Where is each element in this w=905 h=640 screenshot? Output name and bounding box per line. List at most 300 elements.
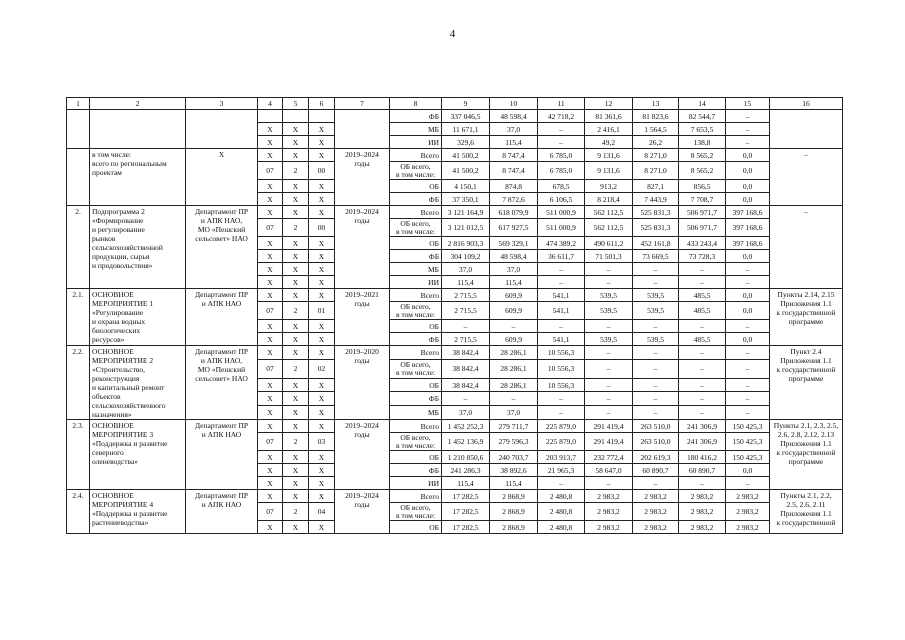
cell-code-c: Х: [309, 250, 335, 263]
cell-source: ФБ: [390, 333, 442, 346]
cell-y2023: 856,5: [679, 180, 726, 193]
cell-y2020: –: [538, 263, 585, 276]
cell-code-c: Х: [309, 451, 335, 464]
cell-y2024: –: [726, 346, 770, 360]
cell-y2019: 2 868,9: [490, 490, 538, 503]
cell-total: 2 715,5: [442, 302, 490, 320]
cell-y2019: 37,0: [490, 406, 538, 420]
cell-y2021: 291 419,4: [585, 420, 633, 433]
cell-code-a: Х: [258, 392, 283, 406]
cell-source: ФБ: [390, 392, 442, 406]
cell-y2019: 279 711,7: [490, 420, 538, 433]
cell-y2024: –: [726, 276, 770, 289]
cell-y2023: 2 983,2: [679, 490, 726, 503]
cell-y2024: 397 168,6: [726, 237, 770, 250]
cell-y2021: 562 112,5: [585, 206, 633, 219]
cell-name: в том числе: всего по региональным проектам: [90, 149, 186, 206]
cell-total: 1 452 252,3: [442, 420, 490, 433]
cell-y2024: 0,0: [726, 464, 770, 477]
cell-total: 115,4: [442, 477, 490, 490]
cell-code-a: Х: [258, 193, 283, 206]
cell-code-b: Х: [283, 420, 309, 433]
cell-code-c: 02: [309, 359, 335, 378]
cell-y2022: 2 983,2: [633, 503, 679, 521]
cell-y2024: 2 983,2: [726, 521, 770, 534]
cell-y2022: 8 271,0: [633, 162, 679, 180]
cell-y2020: 2 480,8: [538, 490, 585, 503]
cell-total: 241 286,3: [442, 464, 490, 477]
cell-y2022: 73 669,5: [633, 250, 679, 263]
cell-y2023: 180 416,2: [679, 451, 726, 464]
cell-y2019: –: [490, 392, 538, 406]
header-cell-name: 2: [90, 98, 186, 110]
cell-code-c: Х: [309, 521, 335, 534]
cell-code-c: Х: [309, 123, 335, 136]
cell-total: 304 109,2: [442, 250, 490, 263]
cell-y2021: 232 772,4: [585, 451, 633, 464]
cell-y2021: 2 983,2: [585, 521, 633, 534]
cell-y2019: 609,9: [490, 302, 538, 320]
cell-total: 3 121 012,5: [442, 219, 490, 237]
table-row: [67, 420, 843, 433]
cell-notes: Пункты 2.1, 2.3, 2.5, 2.6, 2.8, 2.12, 2.13 Приложения 1.1 к государственной программе: [770, 420, 843, 490]
cell-y2023: 485,5: [679, 302, 726, 320]
cell-y2020: 541,1: [538, 289, 585, 302]
cell-y2021: 71 501,3: [585, 250, 633, 263]
cell-source: ОБ всего, в том числе:: [390, 359, 442, 378]
cell-y2024: 150 425,3: [726, 451, 770, 464]
cell-y2021: –: [585, 320, 633, 333]
cell-y2019: 48 598,4: [490, 110, 538, 123]
cell-code-c: Х: [309, 420, 335, 433]
cell-code-a: Х: [258, 464, 283, 477]
cell-y2020: –: [538, 406, 585, 420]
cell-code-b: Х: [283, 346, 309, 360]
cell-total: 11 671,1: [442, 123, 490, 136]
cell-y2021: 9 131,6: [585, 162, 633, 180]
cell-y2021: 2 983,2: [585, 490, 633, 503]
cell-code-b: Х: [283, 206, 309, 219]
cell-code-a: Х: [258, 206, 283, 219]
cell-y2023: –: [679, 378, 726, 392]
cell-y2022: –: [633, 406, 679, 420]
cell-source: МБ: [390, 123, 442, 136]
cell-total: 115,4: [442, 276, 490, 289]
cell-source: ОБ: [390, 320, 442, 333]
table-row: [67, 490, 843, 503]
cell-total: 17 282,5: [442, 521, 490, 534]
cell-y2020: 225 879,0: [538, 420, 585, 433]
cell-y2022: 539,5: [633, 302, 679, 320]
cell-y2020: 36 611,7: [538, 250, 585, 263]
cell-total: 1 210 850,6: [442, 451, 490, 464]
cell-code-b: Х: [283, 406, 309, 420]
cell-y2022: 26,2: [633, 136, 679, 149]
header-cell-y2021: 12: [585, 98, 633, 110]
cell-y2022: 60 890,7: [633, 464, 679, 477]
header-cell-y2023: 14: [679, 98, 726, 110]
cell-total: 329,6: [442, 136, 490, 149]
cell-code-c: Х: [309, 206, 335, 219]
cell-code-b: Х: [283, 464, 309, 477]
cell-y2024: –: [726, 263, 770, 276]
cell-total: 2 715,5: [442, 289, 490, 302]
cell-code-b: 2: [283, 219, 309, 237]
cell-y2023: 241 306,9: [679, 433, 726, 451]
table-row: [67, 206, 843, 219]
cell-code-b: 2: [283, 359, 309, 378]
cell-code-c: 00: [309, 219, 335, 237]
cell-period: 2019–2021 годы: [335, 289, 390, 346]
cell-y2022: 2 983,2: [633, 521, 679, 534]
cell-code-c: Х: [309, 378, 335, 392]
cell-y2020: –: [538, 477, 585, 490]
cell-y2024: 2 983,2: [726, 490, 770, 503]
cell-y2020: 10 556,3: [538, 378, 585, 392]
cell-code-b: Х: [283, 378, 309, 392]
cell-y2022: –: [633, 320, 679, 333]
cell-y2019: 37,0: [490, 123, 538, 136]
cell-y2019: 874,8: [490, 180, 538, 193]
cell-code-c: Х: [309, 346, 335, 360]
cell-code-b: Х: [283, 477, 309, 490]
cell-y2024: 150 425,3: [726, 420, 770, 433]
cell-y2023: –: [679, 359, 726, 378]
cell-y2021: 539,5: [585, 302, 633, 320]
cell-code-a: Х: [258, 451, 283, 464]
cell-y2020: –: [538, 320, 585, 333]
cell-total: 41 500,2: [442, 162, 490, 180]
cell-y2023: 82 544,7: [679, 110, 726, 123]
cell-executor: Х: [186, 149, 258, 206]
cell-source: ИИ: [390, 136, 442, 149]
cell-y2024: –: [726, 378, 770, 392]
cell-y2023: 485,5: [679, 289, 726, 302]
cell-code-b: 2: [283, 433, 309, 451]
header-cell-code-c: 6: [309, 98, 335, 110]
cell-code-a: [258, 110, 283, 123]
cell-y2023: 8 565,2: [679, 162, 726, 180]
cell-code-a: Х: [258, 136, 283, 149]
cell-source: ФБ: [390, 110, 442, 123]
header-cell-code-a: 4: [258, 98, 283, 110]
cell-y2024: 150 425,3: [726, 433, 770, 451]
cell-code-a: Х: [258, 420, 283, 433]
cell-y2023: 506 971,7: [679, 219, 726, 237]
cell-code-c: Х: [309, 320, 335, 333]
cell-y2023: –: [679, 263, 726, 276]
cell-source: ОБ всего, в том числе:: [390, 162, 442, 180]
cell-source: ОБ всего, в том числе:: [390, 302, 442, 320]
cell-y2024: 0,0: [726, 289, 770, 302]
cell-y2024: –: [726, 320, 770, 333]
cell-y2024: 0,0: [726, 149, 770, 162]
cell-y2022: 452 161,8: [633, 237, 679, 250]
cell-name: ОСНОВНОЕ МЕРОПРИЯТИЕ 2 «Строительство, реконструкция и капитальный ремонт объектов сельскохозяйственного назначения»: [90, 346, 186, 420]
cell-code-c: Х: [309, 136, 335, 149]
header-cell-executor: 3: [186, 98, 258, 110]
cell-executor: Департамент ПР и АПК НАО: [186, 420, 258, 490]
cell-period: 2019–2024 годы: [335, 420, 390, 490]
cell-y2022: 2 983,2: [633, 490, 679, 503]
cell-period: [335, 110, 390, 149]
cell-y2020: 42 718,2: [538, 110, 585, 123]
cell-y2023: 138,8: [679, 136, 726, 149]
budget-table: [66, 97, 843, 534]
cell-y2021: 2 983,2: [585, 503, 633, 521]
cell-y2020: 2 480,8: [538, 503, 585, 521]
cell-total: 17 282,5: [442, 490, 490, 503]
cell-y2024: –: [726, 406, 770, 420]
cell-source: МБ: [390, 263, 442, 276]
cell-y2024: 0,0: [726, 162, 770, 180]
cell-y2024: 397 168,6: [726, 206, 770, 219]
cell-code-a: Х: [258, 123, 283, 136]
cell-source: ИИ: [390, 477, 442, 490]
page-number: 4: [449, 28, 456, 40]
cell-code-a: 07: [258, 359, 283, 378]
cell-y2022: 1 564,5: [633, 123, 679, 136]
cell-total: 4 150,1: [442, 180, 490, 193]
cell-y2022: 539,5: [633, 289, 679, 302]
header-cell-y2020: 11: [538, 98, 585, 110]
cell-total: 37,0: [442, 263, 490, 276]
cell-notes: Пункты 2.14, 2.15 Приложения 1.1 к государственной программе: [770, 289, 843, 346]
cell-y2024: –: [726, 110, 770, 123]
cell-code-c: Х: [309, 149, 335, 162]
cell-y2024: –: [726, 392, 770, 406]
cell-code-b: Х: [283, 123, 309, 136]
cell-y2021: –: [585, 406, 633, 420]
cell-num: 2.2.: [67, 346, 90, 420]
cell-y2024: 0,0: [726, 250, 770, 263]
cell-num: [67, 149, 90, 206]
cell-source: ФБ: [390, 250, 442, 263]
cell-code-a: 07: [258, 219, 283, 237]
cell-code-b: Х: [283, 250, 309, 263]
cell-code-a: Х: [258, 521, 283, 534]
cell-code-a: Х: [258, 406, 283, 420]
cell-code-c: 01: [309, 302, 335, 320]
cell-y2024: 0,0: [726, 302, 770, 320]
cell-num: 2.4.: [67, 490, 90, 534]
cell-code-c: Х: [309, 406, 335, 420]
cell-y2023: –: [679, 406, 726, 420]
cell-y2024: 2 983,2: [726, 503, 770, 521]
cell-y2019: 569 329,1: [490, 237, 538, 250]
cell-y2022: 263 510,0: [633, 420, 679, 433]
cell-source: МБ: [390, 406, 442, 420]
cell-source: ОБ: [390, 521, 442, 534]
cell-y2022: 539,5: [633, 333, 679, 346]
cell-source: ОБ: [390, 451, 442, 464]
cell-y2021: –: [585, 359, 633, 378]
cell-code-c: Х: [309, 392, 335, 406]
cell-code-a: Х: [258, 149, 283, 162]
cell-y2020: 2 480,8: [538, 521, 585, 534]
cell-period: 2019–2024 годы: [335, 149, 390, 206]
cell-code-a: Х: [258, 346, 283, 360]
cell-code-c: Х: [309, 333, 335, 346]
cell-y2021: 8 218,4: [585, 193, 633, 206]
cell-y2019: 2 868,9: [490, 503, 538, 521]
cell-y2019: 115,4: [490, 136, 538, 149]
cell-y2023: 241 306,9: [679, 420, 726, 433]
cell-code-a: Х: [258, 490, 283, 503]
cell-name: ОСНОВНОЕ МЕРОПРИЯТИЕ 4 «Поддержка и развитие растениеводства»: [90, 490, 186, 534]
cell-y2022: –: [633, 378, 679, 392]
cell-y2023: 506 971,7: [679, 206, 726, 219]
cell-y2020: 10 556,3: [538, 359, 585, 378]
cell-y2021: –: [585, 276, 633, 289]
cell-source: ОБ всего, в том числе:: [390, 433, 442, 451]
cell-code-a: Х: [258, 276, 283, 289]
cell-y2021: 58 647,0: [585, 464, 633, 477]
cell-y2019: 609,9: [490, 289, 538, 302]
cell-y2019: 7 872,6: [490, 193, 538, 206]
cell-code-c: Х: [309, 464, 335, 477]
header-cell-y2019: 10: [490, 98, 538, 110]
cell-total: 337 046,5: [442, 110, 490, 123]
cell-y2023: 7 708,7: [679, 193, 726, 206]
cell-code-b: Х: [283, 180, 309, 193]
cell-code-a: 07: [258, 302, 283, 320]
table-row: [67, 346, 843, 360]
cell-source: ОБ: [390, 180, 442, 193]
cell-y2020: 511 000,9: [538, 206, 585, 219]
cell-y2019: 48 598,4: [490, 250, 538, 263]
cell-code-b: Х: [283, 289, 309, 302]
cell-source: Всего: [390, 289, 442, 302]
cell-y2020: 21 965,3: [538, 464, 585, 477]
cell-y2021: 913,2: [585, 180, 633, 193]
cell-y2022: 202 619,3: [633, 451, 679, 464]
cell-code-a: Х: [258, 333, 283, 346]
cell-notes: Пункты 2.1, 2.2, 2.5, 2.6, 2.11 Приложения 1.1 к государственной: [770, 490, 843, 534]
cell-y2022: –: [633, 263, 679, 276]
cell-notes: Пункт 2.4 Приложения 1.1 к государственной программе: [770, 346, 843, 420]
cell-total: 37 350,1: [442, 193, 490, 206]
cell-y2024: 397 168,6: [726, 219, 770, 237]
cell-code-a: 07: [258, 503, 283, 521]
cell-y2024: 0,0: [726, 333, 770, 346]
cell-y2023: 73 728,3: [679, 250, 726, 263]
cell-total: 1 452 136,9: [442, 433, 490, 451]
cell-period: 2019–2024 годы: [335, 490, 390, 534]
cell-y2021: 490 611,2: [585, 237, 633, 250]
cell-source: ИИ: [390, 276, 442, 289]
cell-code-b: Х: [283, 320, 309, 333]
cell-code-b: Х: [283, 392, 309, 406]
cell-code-c: Х: [309, 180, 335, 193]
cell-code-c: Х: [309, 490, 335, 503]
cell-y2023: 2 983,2: [679, 521, 726, 534]
cell-source: Всего: [390, 149, 442, 162]
cell-y2022: –: [633, 276, 679, 289]
cell-code-b: Х: [283, 276, 309, 289]
cell-source: Всего: [390, 346, 442, 360]
cell-y2024: 0,0: [726, 180, 770, 193]
cell-total: –: [442, 320, 490, 333]
cell-y2021: –: [585, 378, 633, 392]
cell-y2023: –: [679, 477, 726, 490]
cell-y2021: 562 112,5: [585, 219, 633, 237]
header-cell-num: 1: [67, 98, 90, 110]
cell-code-b: [283, 110, 309, 123]
cell-code-a: Х: [258, 320, 283, 333]
cell-y2019: 279 596,3: [490, 433, 538, 451]
cell-num: 2.3.: [67, 420, 90, 490]
cell-y2022: 81 823,6: [633, 110, 679, 123]
cell-y2019: 37,0: [490, 263, 538, 276]
cell-y2020: 511 000,9: [538, 219, 585, 237]
cell-y2021: –: [585, 392, 633, 406]
cell-y2022: 827,1: [633, 180, 679, 193]
cell-y2019: 609,9: [490, 333, 538, 346]
table-row: [67, 149, 843, 162]
cell-code-b: 2: [283, 162, 309, 180]
header-cell-y2022: 13: [633, 98, 679, 110]
cell-y2021: 49,2: [585, 136, 633, 149]
cell-total: –: [442, 392, 490, 406]
cell-y2020: 474 389,2: [538, 237, 585, 250]
cell-y2023: 2 983,2: [679, 503, 726, 521]
cell-y2019: –: [490, 320, 538, 333]
cell-executor: [186, 110, 258, 149]
cell-y2022: –: [633, 346, 679, 360]
cell-y2019: 38 892,6: [490, 464, 538, 477]
cell-y2021: 539,5: [585, 333, 633, 346]
cell-y2020: –: [538, 136, 585, 149]
cell-code-a: Х: [258, 289, 283, 302]
cell-source: Всего: [390, 490, 442, 503]
cell-code-a: Х: [258, 180, 283, 193]
cell-total: 38 842,4: [442, 359, 490, 378]
cell-y2022: 263 510,0: [633, 433, 679, 451]
cell-code-b: Х: [283, 149, 309, 162]
cell-total: 38 842,4: [442, 346, 490, 360]
cell-code-b: 2: [283, 302, 309, 320]
cell-code-c: [309, 110, 335, 123]
cell-code-c: Х: [309, 289, 335, 302]
cell-period: 2019–2020 годы: [335, 346, 390, 420]
cell-y2020: 6 785,0: [538, 162, 585, 180]
cell-y2021: –: [585, 477, 633, 490]
cell-y2020: 678,5: [538, 180, 585, 193]
cell-y2021: 539,5: [585, 289, 633, 302]
cell-code-b: Х: [283, 193, 309, 206]
cell-y2024: –: [726, 359, 770, 378]
cell-total: 17 282,5: [442, 503, 490, 521]
cell-total: 41 500,2: [442, 149, 490, 162]
header-cell-period: 7: [335, 98, 390, 110]
cell-code-a: Х: [258, 237, 283, 250]
cell-notes: –: [770, 206, 843, 289]
cell-y2019: 8 747,4: [490, 162, 538, 180]
cell-name: ОСНОВНОЕ МЕРОПРИЯТИЕ 1 «Регулирование и охрана водных биологических ресурсов»: [90, 289, 186, 346]
cell-y2019: 28 286,1: [490, 378, 538, 392]
cell-y2023: –: [679, 392, 726, 406]
cell-code-c: Х: [309, 263, 335, 276]
cell-y2019: 8 747,4: [490, 149, 538, 162]
cell-source: ФБ: [390, 193, 442, 206]
cell-code-b: Х: [283, 263, 309, 276]
cell-executor: Департамент ПР и АПК НАО, МО «Пешский сельсовет» НАО: [186, 346, 258, 420]
cell-code-c: Х: [309, 276, 335, 289]
cell-notes: –: [770, 149, 843, 206]
cell-code-b: Х: [283, 451, 309, 464]
cell-source: ОБ: [390, 237, 442, 250]
